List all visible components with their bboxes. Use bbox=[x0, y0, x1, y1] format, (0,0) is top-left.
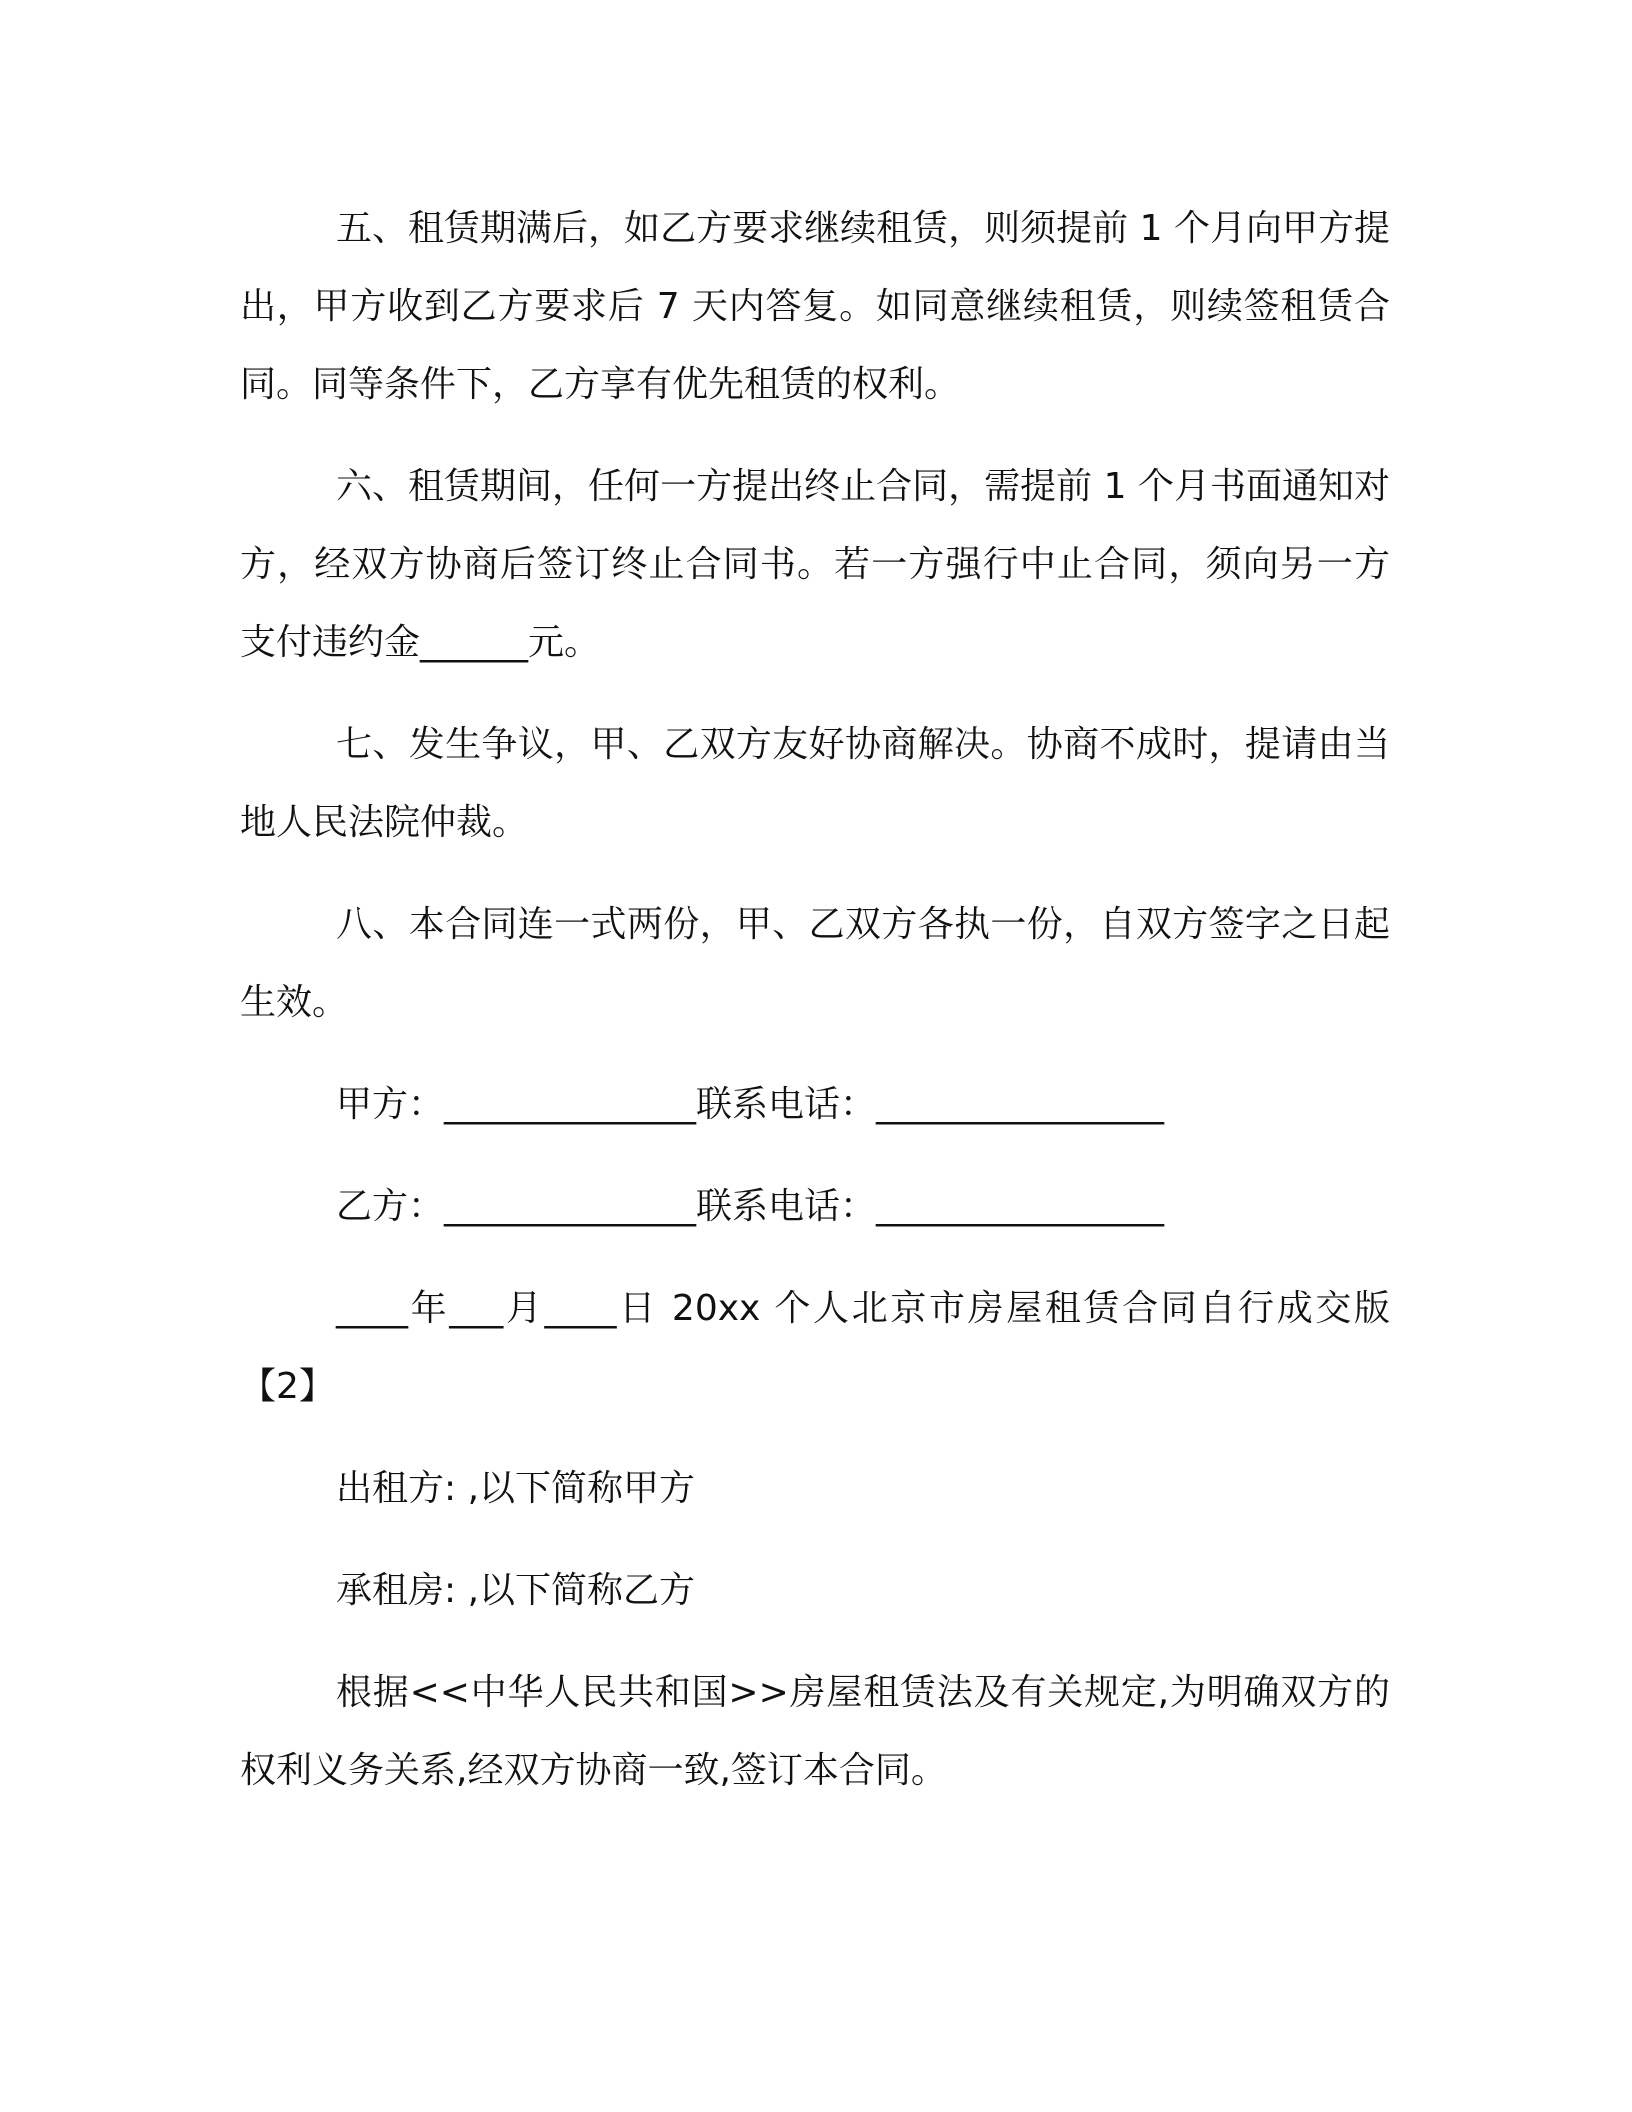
party-b-phone-label: 联系电话： bbox=[696, 1186, 877, 1227]
party-a-phone-blank: ________________ bbox=[876, 1084, 1165, 1125]
party-b-blank: ______________ bbox=[444, 1186, 697, 1227]
party-a-phone-label: 联系电话： bbox=[696, 1084, 877, 1125]
party-b-phone-blank: ________________ bbox=[876, 1186, 1165, 1227]
party-a-label: 甲方： bbox=[336, 1084, 445, 1125]
clause-seven: 七、发生争议，甲、乙双方友好协商解决。协商不成时，提请由当地人民法院仲裁。 bbox=[240, 724, 1390, 843]
party-b-label: 乙方： bbox=[336, 1186, 445, 1227]
party-a-blank: ______________ bbox=[444, 1084, 697, 1125]
date-and-title-line: ____年___月____日 20xx 个人北京市房屋租赁合同自行成交版【2】 bbox=[240, 1288, 1390, 1407]
party-a-signature-line bbox=[240, 1066, 1390, 1144]
basis-paragraph: 根据<<中华人民共和国>>房屋租赁法及有关规定,为明确双方的权利义务关系,经双方协商一致,签订本合同。 bbox=[240, 1672, 1390, 1791]
clause-six: 六、租赁期间，任何一方提出终止合同，需提前 1 个月书面通知对方，经双方协商后签订终止合同书。若一方强行中止合同，须向另一方支付违约金______元。 bbox=[240, 466, 1390, 663]
document-page bbox=[240, 190, 1390, 1834]
lessor-line: 出租方: ,以下简称甲方 bbox=[336, 1468, 696, 1509]
lessee-line: 承租房: ,以下简称乙方 bbox=[336, 1570, 696, 1611]
clause-eight: 八、本合同连一式两份，甲、乙双方各执一份，自双方签字之日起生效。 bbox=[240, 904, 1390, 1023]
clause-five: 五、租赁期满后，如乙方要求继续租赁，则须提前 1 个月向甲方提出，甲方收到乙方要求后 7 天内答复。如同意继续租赁，则续签租赁合同。同等条件下，乙方享有优先租赁的权利。 bbox=[240, 208, 1390, 405]
party-b-signature-line bbox=[240, 1168, 1390, 1246]
